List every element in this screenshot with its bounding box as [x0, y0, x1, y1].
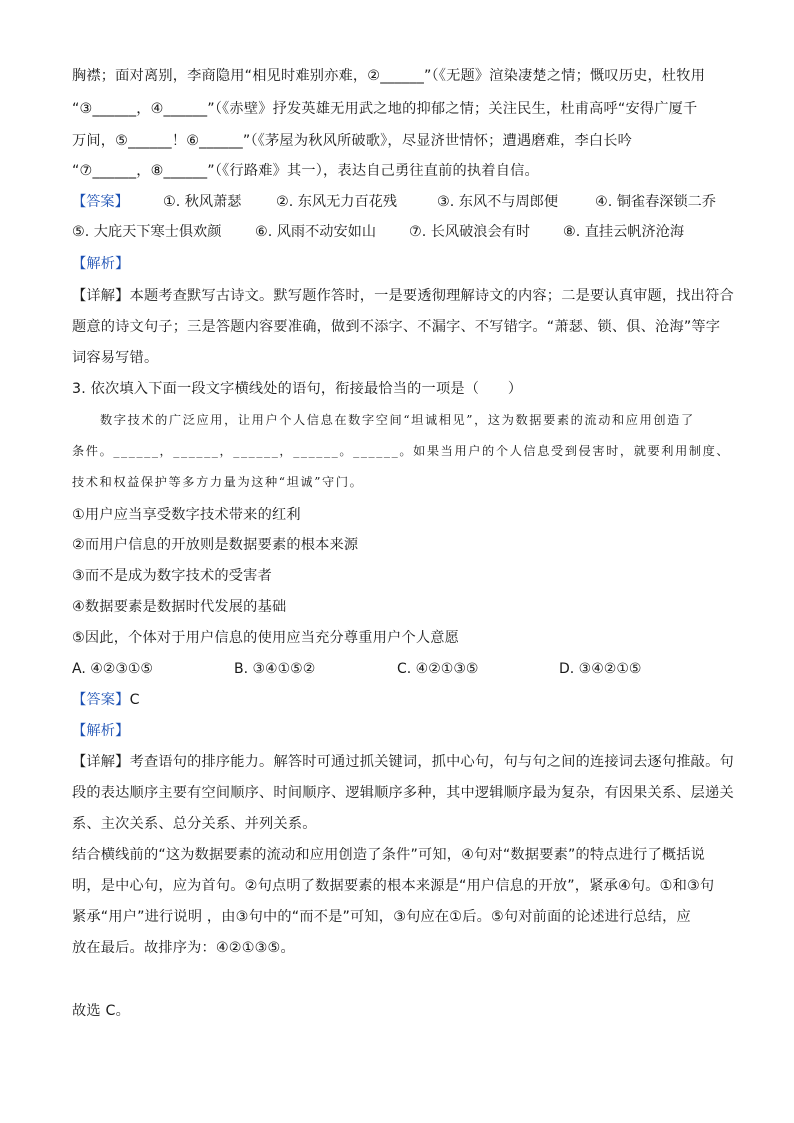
answer-tag: 【答案】	[72, 692, 130, 708]
answer-item: ⑧. 直挂云帆济沧海	[563, 224, 685, 240]
analysis-line-3: 词容易写错。	[72, 350, 159, 366]
answer-item: ④. 铜雀春深锁二乔	[595, 194, 717, 210]
option-b: B. ③④①⑤②	[234, 661, 316, 677]
passage-line-2: 条件。______，______，______，______。______。如果当用户的个人信息受到侵害时，就要利用制度、	[72, 444, 731, 458]
poem-question-line-1: 胸襟；面对离别，李商隐用“相见时难别亦难，②______”（《无题》渲染凄楚之情；慨叹历史，杜牧用	[72, 68, 706, 84]
analysis-text: 考查语句的排序能力。解答时可通过抓关键词，抓中心句，句与句之间的连接词去逐句推敲。句	[129, 754, 734, 770]
answer-value: C	[129, 692, 140, 708]
analysis-3-line-3: 系、主次关系、总分关系、并列关系。	[72, 816, 317, 832]
conclusion: 故选 C。	[72, 1003, 130, 1019]
answer-3	[72, 690, 724, 710]
poem-question-line-4: “⑦______，⑧______”（《行路难》其一），表达自己勇往直前的执着自信。	[72, 163, 539, 179]
sentence-4: ④数据要素是数据时代发展的基础	[72, 599, 287, 615]
analysis-3-line-7: 放在最后。故排序为：④②①③⑤。	[72, 940, 295, 956]
analysis-line-1	[72, 286, 734, 306]
sentence-5: ⑤因此，个体对于用户信息的使用应当充分尊重用户个人意愿	[72, 630, 459, 646]
option-a: A. ④②③①⑤	[72, 661, 153, 677]
answer-item: ①. 秋风萧瑟	[163, 194, 242, 210]
question-3-stem: 3. 依次填入下面一段文字横线处的语句，衔接最恰当的一项是（ ）	[72, 381, 523, 397]
passage-line-3: 技术和权益保护等多方力量为这种“坦诚”守门。	[72, 475, 364, 489]
analysis-text: 本题考查默写古诗文。默写题作答时，一是要透彻理解诗文的内容；二是要认真审题，找出符合	[129, 288, 734, 304]
poem-question-line-2: “③______，④______”（《赤壁》抒发英雄无用武之地的抑郁之情；关注民生，杜甫高呼“安得广厦千	[72, 101, 698, 117]
detail-tag: 【详解】	[72, 754, 130, 770]
poem-question-line-3: 万间，⑤______！⑥______”（《茅屋为秋风所破歌》，尽显济世情怀；遭遇磨难，李白长吟	[72, 133, 633, 149]
analysis-3-line-6: 紧承“用户”进行说明 ，由③句中的“而不是”可知，③句应在①后。⑤句对前面的论述进行总结，应	[72, 909, 691, 925]
answer-item: ②. 东风无力百花残	[276, 194, 398, 210]
answer-item: ③. 东风不与周郎便	[437, 194, 559, 210]
analysis-3-line-4: 结合横线前的“这为数据要素的流动和应用创造了条件”可知，④句对“数据要素”的特点进行了概括说	[72, 847, 706, 863]
sentence-3: ③而不是成为数字技术的受害者	[72, 568, 272, 584]
answer-item: ⑦. 长风破浪会有时	[409, 224, 531, 240]
sentence-2: ②而用户信息的开放则是数据要素的根本来源	[72, 537, 359, 553]
analysis-tag: 【解析】	[72, 256, 130, 272]
passage-line-1: 数字技术的广泛应用，让用户个人信息在数字空间“坦诚相见”，这为数据要素的流动和应用创造了	[100, 413, 695, 427]
analysis-3-line-2: 段的表达顺序主要有空间顺序、时间顺序、逻辑顺序多种，其中逻辑顺序最为复杂，有因果关系、层递关	[72, 785, 734, 801]
analysis-3-line-1	[72, 752, 734, 772]
analysis-3-line-5: 明，是中心句，应为首句。②句点明了数据要素的根本来源是“用户信息的开放”，紧承④句。①和③句	[72, 878, 715, 894]
answer-tag: 【答案】	[72, 194, 129, 210]
answer-item: ⑥. 风雨不动安如山	[255, 224, 377, 240]
option-d: D. ③④②①⑤	[559, 661, 642, 677]
analysis-line-2: 题意的诗文句子；三是答题内容要准确，做到不添字、不漏字、不写错字。“萧瑟、锁、俱、沧海”等字	[72, 319, 721, 335]
analysis-tag: 【解析】	[72, 723, 130, 739]
detail-tag: 【详解】	[72, 288, 130, 304]
answer-item: ⑤. 大庇天下寒士俱欢颜	[72, 224, 222, 240]
option-c: C. ④②①③⑤	[397, 661, 479, 677]
sentence-1: ①用户应当享受数字技术带来的红利	[72, 507, 301, 523]
